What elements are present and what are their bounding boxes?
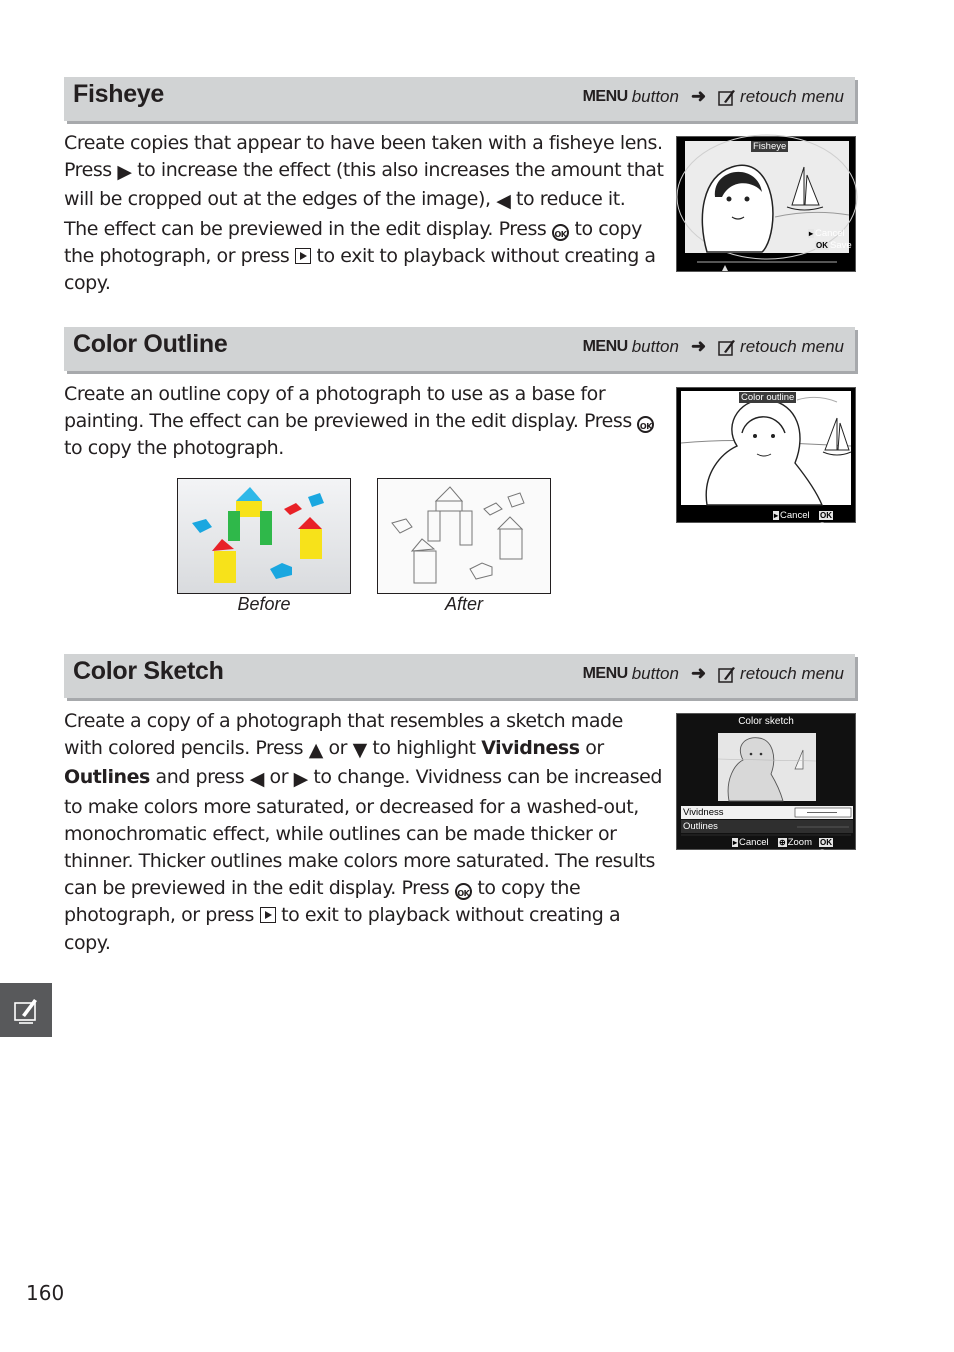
color-outline-breadcrumb: [583, 336, 844, 357]
after-caption: After: [444, 594, 483, 614]
retouch-icon: [718, 338, 736, 356]
color-outline-preview-image: [677, 388, 855, 522]
color-outline-screen-title: Color outline: [741, 392, 795, 403]
cancel-label: [808, 228, 845, 239]
save-text: Save: [830, 240, 852, 251]
playback-icon: ▸: [774, 511, 779, 520]
playback-icon: ▸: [733, 838, 738, 847]
after-photo: [377, 478, 551, 594]
cancel-text: Cancel: [815, 228, 845, 239]
save-text: Save: [819, 521, 841, 532]
arrow-icon: ➜: [690, 663, 707, 683]
fisheye-header: [64, 77, 855, 121]
playback-icon: ▸: [809, 229, 814, 238]
vividness-row-label: Vividness: [683, 807, 724, 818]
retouch-tab-icon: [0, 983, 52, 1037]
ok-button-icon: OK: [455, 883, 472, 900]
colored-blocks-image: [178, 479, 350, 593]
menu-label: MENU: [582, 87, 628, 105]
cancel-text: Cancel: [739, 837, 769, 848]
button-label: button: [631, 336, 679, 356]
color-outline-title: Color Outline: [73, 330, 228, 358]
text-run: to change. Vividness can be increased to make colors more saturated, or decreased for a washed-out, monochromatic effect, while outlines can be made thicker or thinner. Thicker outlines make colors more saturated. The results can be previewed in the edit display. Press: [64, 766, 663, 900]
color-sketch-header: [64, 654, 855, 698]
retouch-label: retouch menu: [740, 663, 844, 683]
text-run: Create a copy of a photograph that resembles a sketch made with colored pencils. Press: [64, 710, 623, 760]
vividness-term: Vividness: [481, 737, 580, 760]
fisheye-screen-title: Fisheye: [753, 141, 787, 152]
ok-button-icon: OK: [637, 416, 654, 433]
save-label: [815, 240, 852, 251]
text-run: to copy the photograph.: [64, 437, 284, 460]
text-run: to increase the effect (this also increases the amount that will be cropped out at the edges of the image),: [64, 159, 664, 211]
color-sketch-breadcrumb: [583, 663, 844, 684]
left-arrow-icon: ◀: [249, 768, 264, 791]
zoom-icon: ⊕: [779, 838, 786, 847]
text-run: Create an outline copy of a photograph to use as a base for painting. The effect can be previewed in the edit display. Press: [64, 383, 638, 433]
cancel-label: [773, 510, 810, 521]
save-label: [819, 837, 855, 859]
text-run: or: [579, 737, 604, 760]
before-caption: Before: [237, 594, 291, 614]
outlines-row-label: Outlines: [683, 821, 718, 832]
text-run: Create copies that appear to have been taken with a fisheye lens. Press: [64, 132, 663, 182]
cancel-label: [732, 837, 769, 848]
retouch-label: retouch menu: [740, 336, 844, 356]
outlines-term: Outlines: [64, 766, 150, 789]
ok-icon: OK: [820, 511, 832, 520]
page-number: 160: [26, 1281, 65, 1305]
retouch-icon: [718, 665, 736, 683]
color-sketch-description: [64, 708, 664, 957]
zoom-text: Zoom: [787, 837, 812, 848]
text-run: and press: [149, 766, 250, 789]
playback-button-icon: [295, 248, 311, 264]
right-arrow-icon: ▶: [293, 768, 308, 791]
save-label: [819, 510, 855, 532]
fisheye-title: Fisheye: [73, 80, 165, 108]
ok-icon: OK: [816, 241, 828, 250]
ok-button-icon: OK: [552, 224, 569, 241]
color-outline-description: [64, 381, 664, 463]
text-run: to copy the photograph, or press: [64, 877, 581, 927]
playback-button-icon: [260, 907, 276, 923]
outlined-blocks-image: [378, 479, 550, 593]
retouch-icon: [718, 88, 736, 106]
text-run: to exit to playback without creating a copy.: [64, 244, 656, 295]
color-outline-header: [64, 327, 855, 371]
fisheye-breadcrumb: [583, 86, 844, 107]
menu-label: MENU: [582, 664, 628, 682]
color-outline-screen: [676, 387, 856, 532]
retouch-section-tab: [0, 983, 52, 1037]
arrow-icon: ➜: [690, 86, 707, 106]
down-arrow-icon: ▼: [352, 739, 367, 762]
up-arrow-icon: ▲: [308, 739, 323, 762]
menu-label: MENU: [582, 337, 628, 355]
left-arrow-icon: ◀: [496, 190, 511, 213]
before-photo: [177, 478, 351, 594]
fisheye-screen: [676, 136, 856, 272]
button-label: button: [631, 663, 679, 683]
fisheye-description: [64, 130, 664, 297]
ok-icon: OK: [820, 838, 832, 847]
text-run: or: [322, 737, 353, 760]
color-sketch-title: Color Sketch: [73, 657, 224, 685]
save-text: Save: [819, 848, 841, 859]
color-sketch-screen-title: Color sketch: [738, 716, 794, 727]
arrow-icon: ➜: [690, 336, 707, 356]
retouch-label: retouch menu: [740, 86, 844, 106]
text-run: to highlight: [366, 737, 482, 760]
text-run: to copy the photograph, or press: [64, 217, 642, 267]
button-label: button: [631, 86, 679, 106]
text-run: to exit to playback without creating a copy.: [64, 904, 621, 954]
right-arrow-icon: ▶: [117, 161, 132, 184]
text-run: or: [263, 766, 294, 789]
text-run: to reduce it. The effect can be previewed in the edit display. Press: [64, 188, 626, 240]
cancel-text: Cancel: [780, 510, 810, 521]
zoom-label: [778, 837, 812, 848]
color-sketch-screen: [676, 713, 856, 859]
